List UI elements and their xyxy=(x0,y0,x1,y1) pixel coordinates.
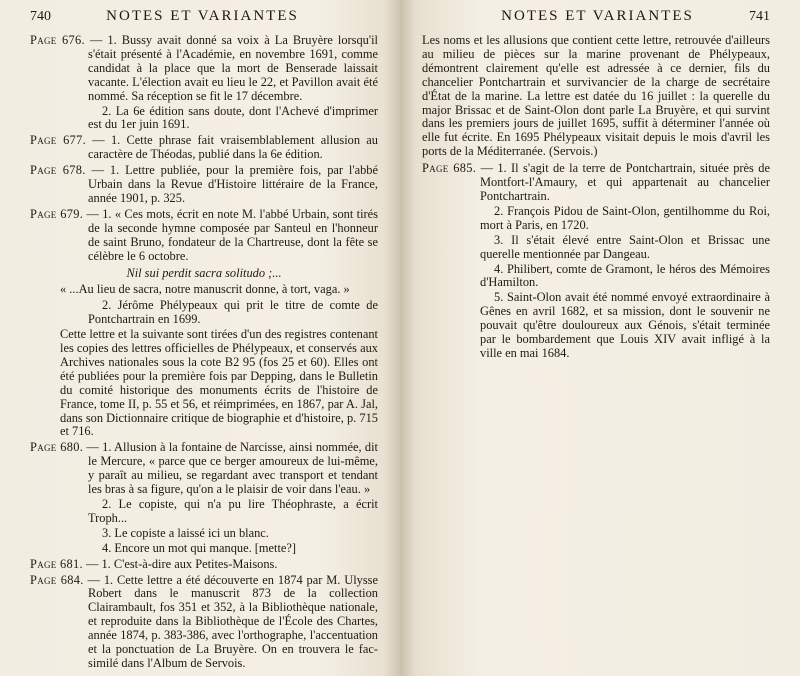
note-sub: 3. Le copiste a laissé ici un blanc. xyxy=(102,525,269,540)
note-page-ref: Page 685. xyxy=(422,161,477,176)
note-sub: 4. Encore un mot qui manque. [mette?] xyxy=(102,540,297,555)
note-sub: 3. Il s'était élevé entre Saint-Olon et Brissac une querelle mentionnée par Dangeau. xyxy=(480,232,770,261)
note-page-ref: Page 678. xyxy=(30,163,86,178)
note-text: — 1. Cette phrase fait vraisemblablement allusion au caractère de Théodas, publié dans la 6e édition. xyxy=(86,133,378,162)
note-entry xyxy=(30,134,378,162)
note-text: — 1. Il s'agit de la terre de Pontchartrain, située près de Montfort-l'Amaury, et qui appartenait au chancelier Pontchartrain. xyxy=(476,161,770,203)
note-page-ref: Page 679. xyxy=(30,206,84,221)
note-text: — 1. C'est-à-dire aux Petites-Maisons. xyxy=(82,556,278,571)
left-running-title: NOTES ET VARIANTES xyxy=(106,8,299,24)
note-entry xyxy=(30,34,378,132)
note-page-ref: Page 677. xyxy=(30,133,87,148)
note-text: — 1. Bussy avait donné sa voix à La Bruyère lorsqu'il s'était présenté à l'Académie, en novembre 1691, comme candidat à la place que la mort de Benserade laissait vacante. L'élection avait eu lieu le 22, et Pavillon avait été nommé. Sa réception se fit le 17 décembre. xyxy=(84,33,378,103)
note-page-ref: Page 684. xyxy=(30,572,84,587)
note-page-ref: Page 676. xyxy=(30,33,85,47)
note-sub: 2. La 6e édition sans doute, dont l'Achevé d'imprimer est du 1er juin 1691. xyxy=(88,103,378,132)
left-running-head xyxy=(30,8,378,34)
right-notes xyxy=(422,34,770,361)
note-page-ref: Page 681. xyxy=(30,556,83,571)
note-page-ref: Page 680. xyxy=(30,440,84,455)
note-sub: 4. Philibert, comte de Gramont, le héros des Mémoires d'Hamilton. xyxy=(480,261,770,290)
note-entry xyxy=(30,558,378,572)
left-notes xyxy=(30,34,378,671)
note-entry xyxy=(30,574,378,671)
note-text: — 1. « Ces mots, écrit en note M. l'abbé Urbain, sont tirés de la seconde hymne composée par Santeul en l'honneur de saint Bruno, fondateur de la Chartreuse, dont la fête se célèbre le 6 octobre. xyxy=(83,206,379,263)
note-entry xyxy=(30,208,378,440)
note-entry xyxy=(30,164,378,206)
note-paragraph: Cette lettre et la suivante sont tirées d'un des registres contenant les copies des lettres officielles de Phélypeaux, et conservés aux Archives nationales sous la cote B2 95 (fos 25 et 60). Elles ont été publiées pour la première fois par Depping, dans le Bulletin du comité historique des monuments écrits de l'histoire de France, tome II, p. 55 et 56, et réimprimées, en 1867, par A. Jal, dans son Dictionnaire critique de biographie et d'histoire, p. 715 et 716. xyxy=(60,327,378,439)
note-text: — 1. Allusion à la fontaine de Narcisse, ainsi nommée, dit le Mercure, « parce que ce berger amoureux de lui-même, y paraît au milieu, se regardant avec transport et tendant les bras à sa figure, qu'on a le plaisir de voir dans l'eau. » xyxy=(83,440,378,497)
quote-note: « ...Au lieu de sacra, notre manuscrit donne, à tort, vaga. » xyxy=(60,282,350,297)
note-entry xyxy=(30,441,378,555)
note-text: — 1. Cette lettre a été découverte en 1874 par M. Ulysse Robert dans le manuscrit 873 de la collection Clairambault, fos 351 et 352, à la Bibliothèque nationale, et reproduite dans la Bibliothèque de l'École des Chartes, année 1874, p. 383-386, avec l'orthographe, l'accentuation et la ponctuation de La Bruyère. On en trouvera le fac-similé dans l'Album de Servois. xyxy=(83,572,378,670)
right-page xyxy=(400,0,800,676)
latin-quote: Nil sui perdit sacra solitudo ;... xyxy=(126,265,282,280)
note-sub: 2. François Pidou de Saint-Olon, gentilhomme du Roi, mort à Paris, en 1720. xyxy=(480,203,770,232)
note-entry xyxy=(422,162,770,361)
right-page-number: 741 xyxy=(749,9,770,24)
note-sub: 5. Saint-Olon avait été nommé envoyé extraordinaire à Gênes en avril 1682, et sa mission, dont le souvenir ne pouvait qu'être douloureux aux Génois, s'était terminée par le bombardement que Louis XIV avait infligé à la ville en mai 1684. xyxy=(480,290,770,360)
right-running-head xyxy=(422,8,770,34)
note-text: — 1. Lettre publiée, pour la première fois, par l'abbé Urbain dans la Revue d'Histoire littéraire de la France, année 1901, p. 325. xyxy=(85,163,378,205)
note-sub: 2. Jérôme Phélypeaux qui prit le titre de comte de Pontchartrain en 1699. xyxy=(88,298,378,327)
right-running-title: NOTES ET VARIANTES xyxy=(501,8,694,24)
note-sub: 2. Le copiste, qui n'a pu lire Théophraste, a écrit Troph... xyxy=(88,497,378,525)
continuation-paragraph: Les noms et les allusions que contient cette lettre, retrouvée d'ailleurs au milieu de pièces sur la marine provenant de Phélypeaux, démontrent clairement qu'elle est adressée à ce dernier, fils du chancelier Pontchartrain et survivancier de la charge de secrétaire d'État de la marine. La lettre est datée du 16 juillet : la querelle du major Brissac et de Saint-Olon dont parle La Bruyère, et qui survint dans les premiers jours de juillet 1695, suffit à déterminer l'année où elle fut écrite. En 1695 Phélypeaux visitait depuis le mois d'avril les ports de la Méditerranée. (Servois.) xyxy=(422,33,770,159)
left-page-number: 740 xyxy=(30,9,51,24)
